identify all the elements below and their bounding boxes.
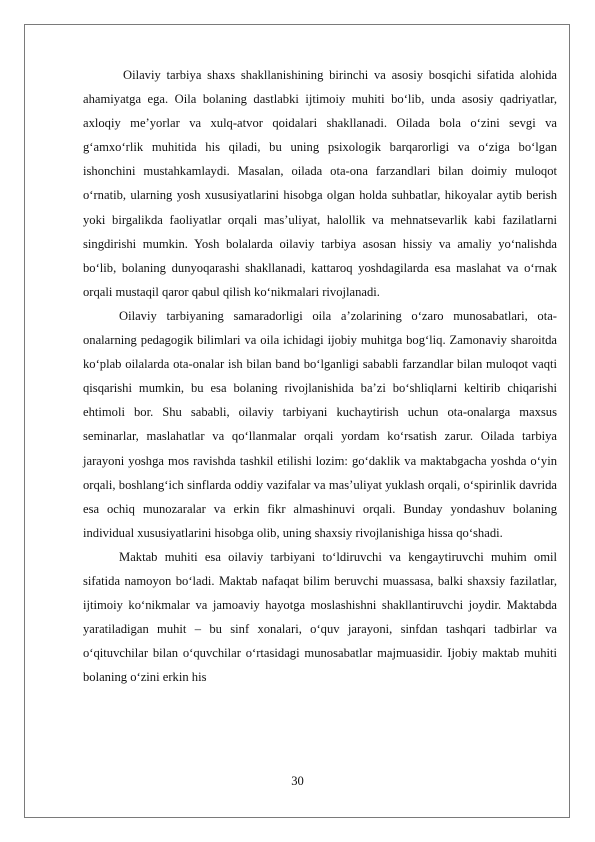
paragraph: Maktab muhiti esa oilaviy tarbiyani to‘ldiruvchi va kengaytiruvchi muhim omil sifatida namoyon bo‘ladi. Maktab nafaqat bilim beruvchi muassasa, balki shaxsiy fazilatlar, ijtimoiy ko‘nikmalar va jamoaviy hayotga moslashishni shakllantiruvchi joydir. Maktabda yaratiladigan muhit – bu sinf xonalari, o‘quv jarayoni, sinfdan tashqari tadbirlar va o‘qituvchilar bilan o‘quvchilar o‘rtasidagi munosabatlar majmuasidir. Ijobiy maktab muhiti bolaning o‘zini erkin his — [83, 549, 557, 685]
page-number: 30 — [291, 774, 304, 788]
paragraph: Oilaviy tarbiyaning samaradorligi oila a’zolarining o‘zaro munosabatlari, ota-onalarning pedagogik bilimlari va oila ichidagi ijobiy muhitga bog‘liq. Zamonaviy sharoitda ko‘plab oilalarda ota-onalar ish bilan band bo‘lganligi sababli farzandlar bilan muloqot vaqti qisqarishi mumkin, bu esa bolaning rivojlanishida ba’zi bo‘shliqlarni keltirib chiqarishi ehtimoli bor. Shu sababli, oilaviy tarbiyani kuchaytirish uchun ota-onalarga maxsus seminarlar, maslahatlar va qo‘llanmalar orqali yordam ko‘rsatish zarur. Oilada tarbiya jarayoni yoshga mos ravishda tashkil etilishi lozim: go‘daklik va maktabgacha yoshda o‘yin orqali, boshlang‘ich sinflarda oddiy vazifalar va mas’uliyat yuklash orqali, o‘spirinlik davrida esa ochiq munozaralar va erkin fikr almashinuvi orqali. Bunday yondashuv bolaning individual xususiyatlarini hisobga olib, uning shaxsiy rivojlanishiga hissa qo‘shadi. — [83, 308, 557, 540]
document-body — [83, 63, 557, 689]
paragraph: Oilaviy tarbiya shaxs shakllanishining birinchi va asosiy bosqichi sifatida alohida ahamiyatga ega. Oila bolaning dastlabki ijtimoiy muhiti bo‘lib, unda asosiy qadriyatlar, axloqiy me’yorlar va xulq-atvor qoidalari shakllanadi. Oilada bola o‘zini sevgi va g‘amxo‘rlik muhitida his qiladi, bu uning psixologik barqarorligi va o‘ziga bo‘lgan ishonchini mustahkamlaydi. Masalan, oilada ota-ona farzandlari bilan doimiy muloqot o‘rnatib, ularning yosh xususiyatlarini hisobga olgan holda suhbatlar, hikoyalar aytib berish yoki birgalikda faoliyatlar orqali mas’uliyat, halollik va mehnatsevarlik kabi fazilatlarni singdirishi mumkin. Yosh bolalarda oilaviy tarbiya asosan hissiy va amaliy yo‘nalishda bo‘lib, bolaning dunyoqarashi shakllanadi, kattaroq yoshdagilarda esa maslahat va o‘rnak orqali mustaqil qaror qabul qilish ko‘nikmalari rivojlanadi. — [83, 68, 557, 299]
